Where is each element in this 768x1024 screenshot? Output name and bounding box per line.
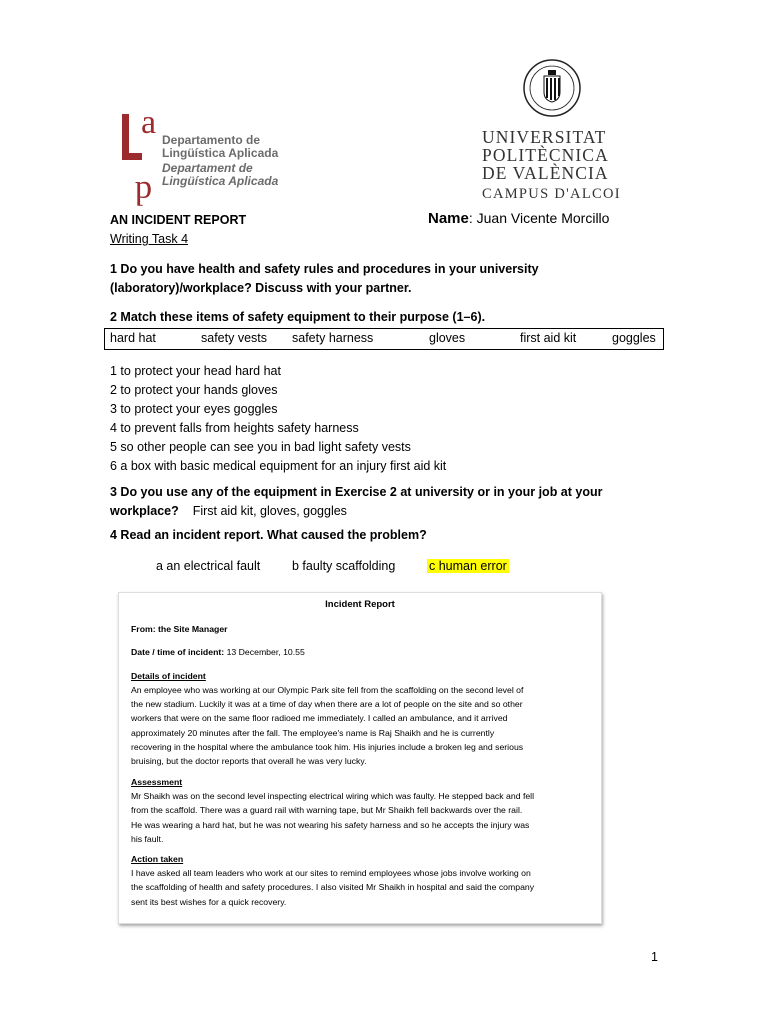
report-assessment-line: He was wearing a hard hat, but he was not wearing his safety harness and so he accepts the injury was [131, 820, 530, 830]
equipment-item: goggles [612, 331, 656, 345]
purpose-item: 4 to prevent falls from heights safety harness [110, 421, 359, 435]
option-b: b faulty scaffolding [292, 559, 396, 573]
university-seal-icon [518, 58, 586, 118]
option-c-highlight: c human error [429, 559, 507, 573]
dept-line-4: Lingüística Aplicada [162, 174, 279, 188]
student-name [428, 210, 609, 227]
question-3-answer: First aid kit, gloves, goggles [192, 504, 347, 518]
question-4: 4 Read an incident report. What caused the problem? [110, 528, 427, 542]
document-title: AN INCIDENT REPORT [110, 213, 247, 227]
univ-line-3: DE VALÈNCIA [482, 163, 609, 183]
purpose-item: 2 to protect your hands gloves [110, 383, 278, 397]
equipment-item: safety vests [201, 331, 267, 345]
option-a: a an electrical fault [156, 559, 261, 573]
purpose-item: 6 a box with basic medical equipment for an injury first aid kit [110, 459, 447, 473]
report-date [131, 645, 593, 659]
question-1-line-1: 1 Do you have health and safety rules and procedures in your university [110, 262, 539, 276]
purpose-item: 3 to protect your eyes goggles [110, 402, 278, 416]
incident-report-image [118, 592, 602, 924]
question-3-line-2: workplace? [110, 504, 179, 518]
report-action-title: Action taken [131, 854, 184, 864]
report-date-value: 13 December, 10.55 [224, 647, 305, 657]
report-details-title: Details of incident [131, 671, 206, 681]
univ-line-2: POLITÈCNICA [482, 145, 609, 165]
purpose-item: 5 so other people can see you in bad light safety vests [110, 440, 411, 454]
equipment-box [104, 328, 664, 350]
dept-line-2: Lingüística Aplicada [162, 146, 279, 160]
report-action-line: the scaffolding of health and safety procedures. I also visited Mr Shaikh in hospital and said the company [131, 882, 535, 892]
univ-line-1: UNIVERSITAT [482, 127, 607, 147]
campus-name: CAMPUS D'ALCOI [482, 186, 621, 202]
report-details-line: An employee who was working at our Olympic Park site fell from the scaffolding on the second level of [131, 685, 524, 695]
equipment-item: hard hat [110, 331, 156, 345]
question-2: 2 Match these items of safety equipment to their purpose (1–6). [110, 310, 486, 324]
equipment-item: first aid kit [520, 331, 577, 345]
report-details-line: the new stadium. Luckily it was at a time of day when there are a lot of people on the site and so other [131, 699, 523, 709]
purpose-item: 1 to protect your head hard hat [110, 364, 281, 378]
report-action-line: I have asked all team leaders who work at our sites to remind employees whose jobs involve working on [131, 868, 531, 878]
report-details-line: workers that were on the same floor radioed me immediately. I called an ambulance, and it arrived [131, 713, 508, 723]
page-number: 1 [651, 950, 658, 964]
dept-line-1: Departamento de [162, 133, 261, 147]
report-assessment-line: from the scaffold. There was a guard rail with warning tape, but Mr Shaikh fell backwards over the rail. [131, 805, 523, 815]
report-details-line: bruising, but the doctor reports that overall he was very lucky. [131, 756, 367, 766]
svg-text:d: d [135, 174, 152, 211]
report-assessment-title: Assessment [131, 777, 183, 787]
question-3 [110, 483, 630, 521]
question-3-line-1: 3 Do you use any of the equipment in Exercise 2 at university or in your job at your [110, 485, 603, 499]
task-subtitle: Writing Task 4 [110, 232, 189, 246]
question-1-line-2: (laboratory)/workplace? Discuss with your partner. [110, 281, 412, 295]
report-details-line: recovering in the hospital where the ambulance took him. His injuries include a broken leg and serious [131, 742, 524, 752]
report-action-line: sent its best wishes for a quick recovery. [131, 897, 287, 907]
department-logo [116, 100, 286, 211]
name-value: : Juan Vicente Morcillo [468, 210, 610, 226]
option-c-selected [427, 559, 509, 573]
university-name [482, 128, 621, 203]
equipment-item: gloves [429, 331, 466, 345]
purpose-list [110, 362, 446, 476]
svg-text:a: a [141, 104, 157, 141]
lad-logo-icon [116, 100, 162, 211]
report-date-label: Date / time of incident: [131, 647, 225, 657]
dept-line-3: Departament de [162, 161, 253, 175]
name-label: Name [428, 210, 469, 227]
report-from: From: the Site Manager [131, 624, 228, 634]
equipment-item: safety harness [292, 331, 374, 345]
report-assessment-line: his fault. [131, 834, 164, 844]
question-1 [110, 260, 630, 298]
report-assessment-line: Mr Shaikh was on the second level inspecting electrical wiring which was faulty. He stepped back and fell [131, 791, 535, 801]
report-details-line: approximately 20 minutes after the fall. The employee's name is Raj Shaikh and he is currently [131, 728, 495, 738]
report-heading: Incident Report [325, 599, 395, 610]
